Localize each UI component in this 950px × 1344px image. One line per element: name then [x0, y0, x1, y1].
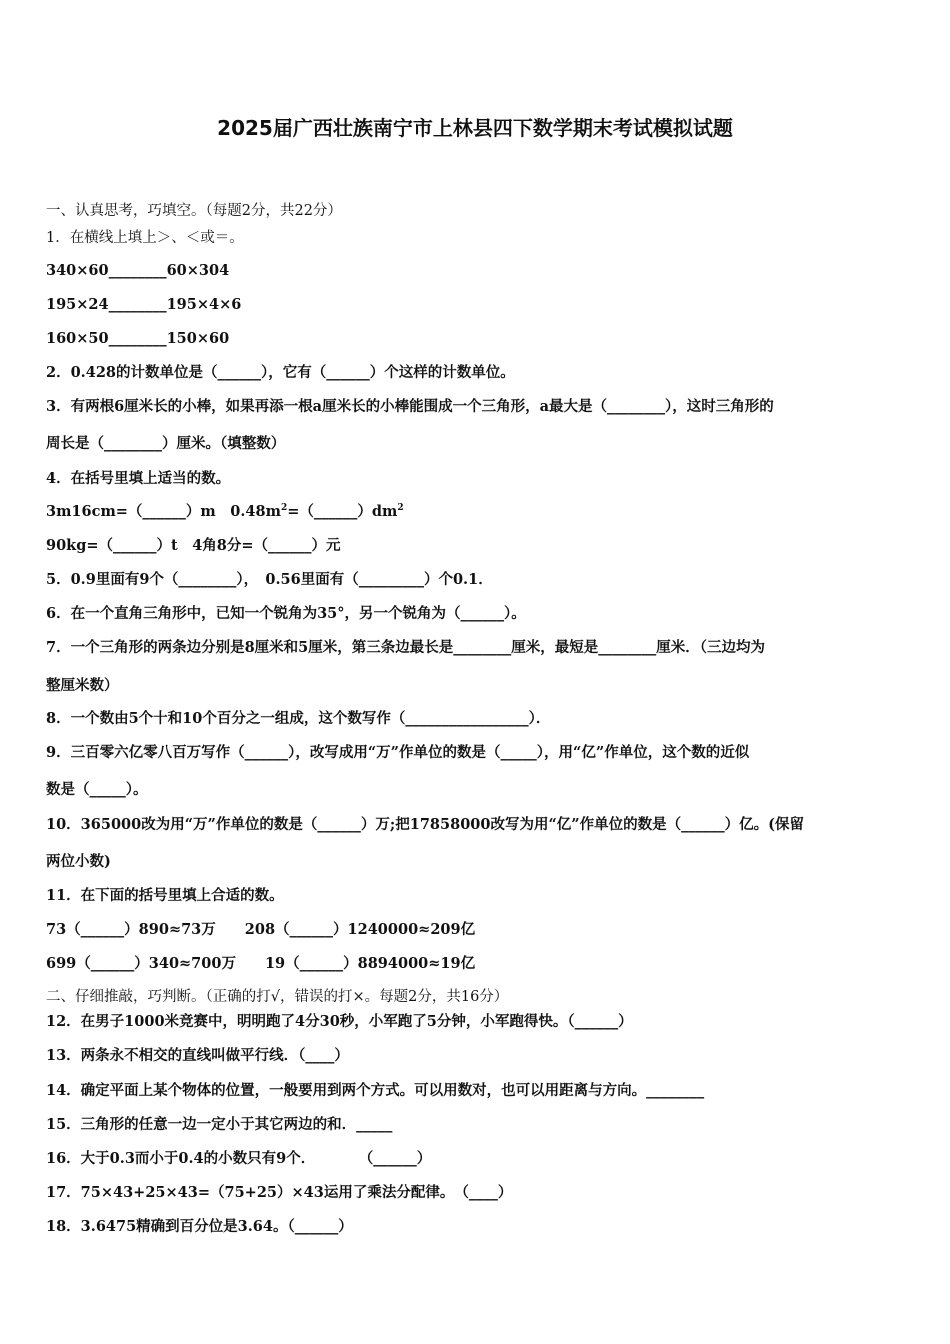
q4a-part-2: =（______）dm	[287, 503, 398, 520]
page-title: 2025届广西壮族南宁市上林县四下数学期末考试模拟试题	[217, 116, 733, 140]
question-15: 15．三角形的任意一边一定小于其它两边的和．_____	[46, 1116, 393, 1133]
q4a-part-1: 3m16cm=（______）m 0.48m	[46, 503, 281, 520]
question-4-item-a	[46, 502, 404, 522]
question-6: 6．在一个直角三角形中，已知一个锐角为35°，另一个锐角为（______）。	[46, 605, 526, 622]
question-7-line-1: 7．一个三角形的两条边分别是8厘米和5厘米，第三条边最长是________厘米，最短是________厘米．（三边均为	[46, 639, 766, 656]
question-3-line-1: 3．有两根6厘米长的小棒，如果再添一根a厘米长的小棒能围成一个三角形，a最大是（________），这时三角形的	[46, 398, 774, 415]
question-7-line-2: 整厘米数）	[46, 677, 119, 694]
question-10-line-2: 两位小数)	[46, 853, 111, 870]
question-14: 14．确定平面上某个物体的位置，一般要用到两个方式。可以用数对，也可以用距离与方向。________	[46, 1082, 705, 1099]
question-5: 5．0.9里面有9个（________）， 0.56里面有（_________）个0.1．	[46, 571, 493, 588]
question-11: 11．在下面的括号里填上合适的数。	[46, 887, 284, 904]
question-1: 1．在横线上填上＞、＜或＝。	[46, 230, 244, 246]
q4a-superscript-1: 2	[280, 503, 288, 514]
question-9-line-2: 数是（_____）。	[46, 781, 148, 798]
question-1-item-c: 160×50________150×60	[46, 330, 230, 347]
question-9-line-1: 9．三百零六亿零八百万写作（______），改写成用“万”作单位的数是（_____），用“亿”作单位，这个数的近似	[46, 744, 750, 761]
section-2-heading: 二、仔细推敲，巧判断。（正确的打√，错误的打×。每题2分，共16分）	[46, 989, 509, 1005]
section-1-heading: 一、认真思考，巧填空。（每题2分，共22分）	[46, 203, 342, 219]
question-12: 12．在男子1000米竞赛中，明明跑了4分30秒，小军跑了5分钟，小军跑得快。（______）	[46, 1013, 633, 1030]
question-3-line-2: 周长是（________）厘米。（填整数）	[46, 435, 286, 452]
question-1-item-a: 340×60________60×304	[46, 262, 230, 279]
question-18: 18．3.6475精确到百分位是3.64。（______）	[46, 1218, 353, 1235]
question-16: 16．大于0.3而小于0.4的小数只有9个． （______）	[46, 1150, 432, 1167]
question-13: 13．两条永不相交的直线叫做平行线．（____）	[46, 1047, 349, 1064]
question-11-item-a: 73（______）890≈73万 208（______）1240000≈209亿	[46, 921, 476, 938]
question-11-item-b: 699（______）340≈700万 19（______）8894000≈19亿	[46, 955, 476, 972]
question-1-item-b: 195×24________195×4×6	[46, 296, 242, 313]
question-2: 2．0.428的计数单位是（______），它有（______）个这样的计数单位。	[46, 364, 515, 381]
question-17: 17．75×43+25×43=（75+25）×43运用了乘法分配律。 （____）	[46, 1184, 513, 1201]
question-4-item-b: 90kg=（______）t 4角8分=（______）元	[46, 537, 341, 554]
question-10-line-1: 10．365000改为用“万”作单位的数是（______）万;把17858000改写为用“亿”作单位的数是（______）亿。(保留	[46, 816, 804, 833]
question-4: 4．在括号里填上适当的数。	[46, 470, 231, 487]
q4a-superscript-2: 2	[397, 503, 404, 514]
question-8: 8．一个数由5个十和10个百分之一组成，这个数写作（_________________）．	[46, 710, 551, 727]
